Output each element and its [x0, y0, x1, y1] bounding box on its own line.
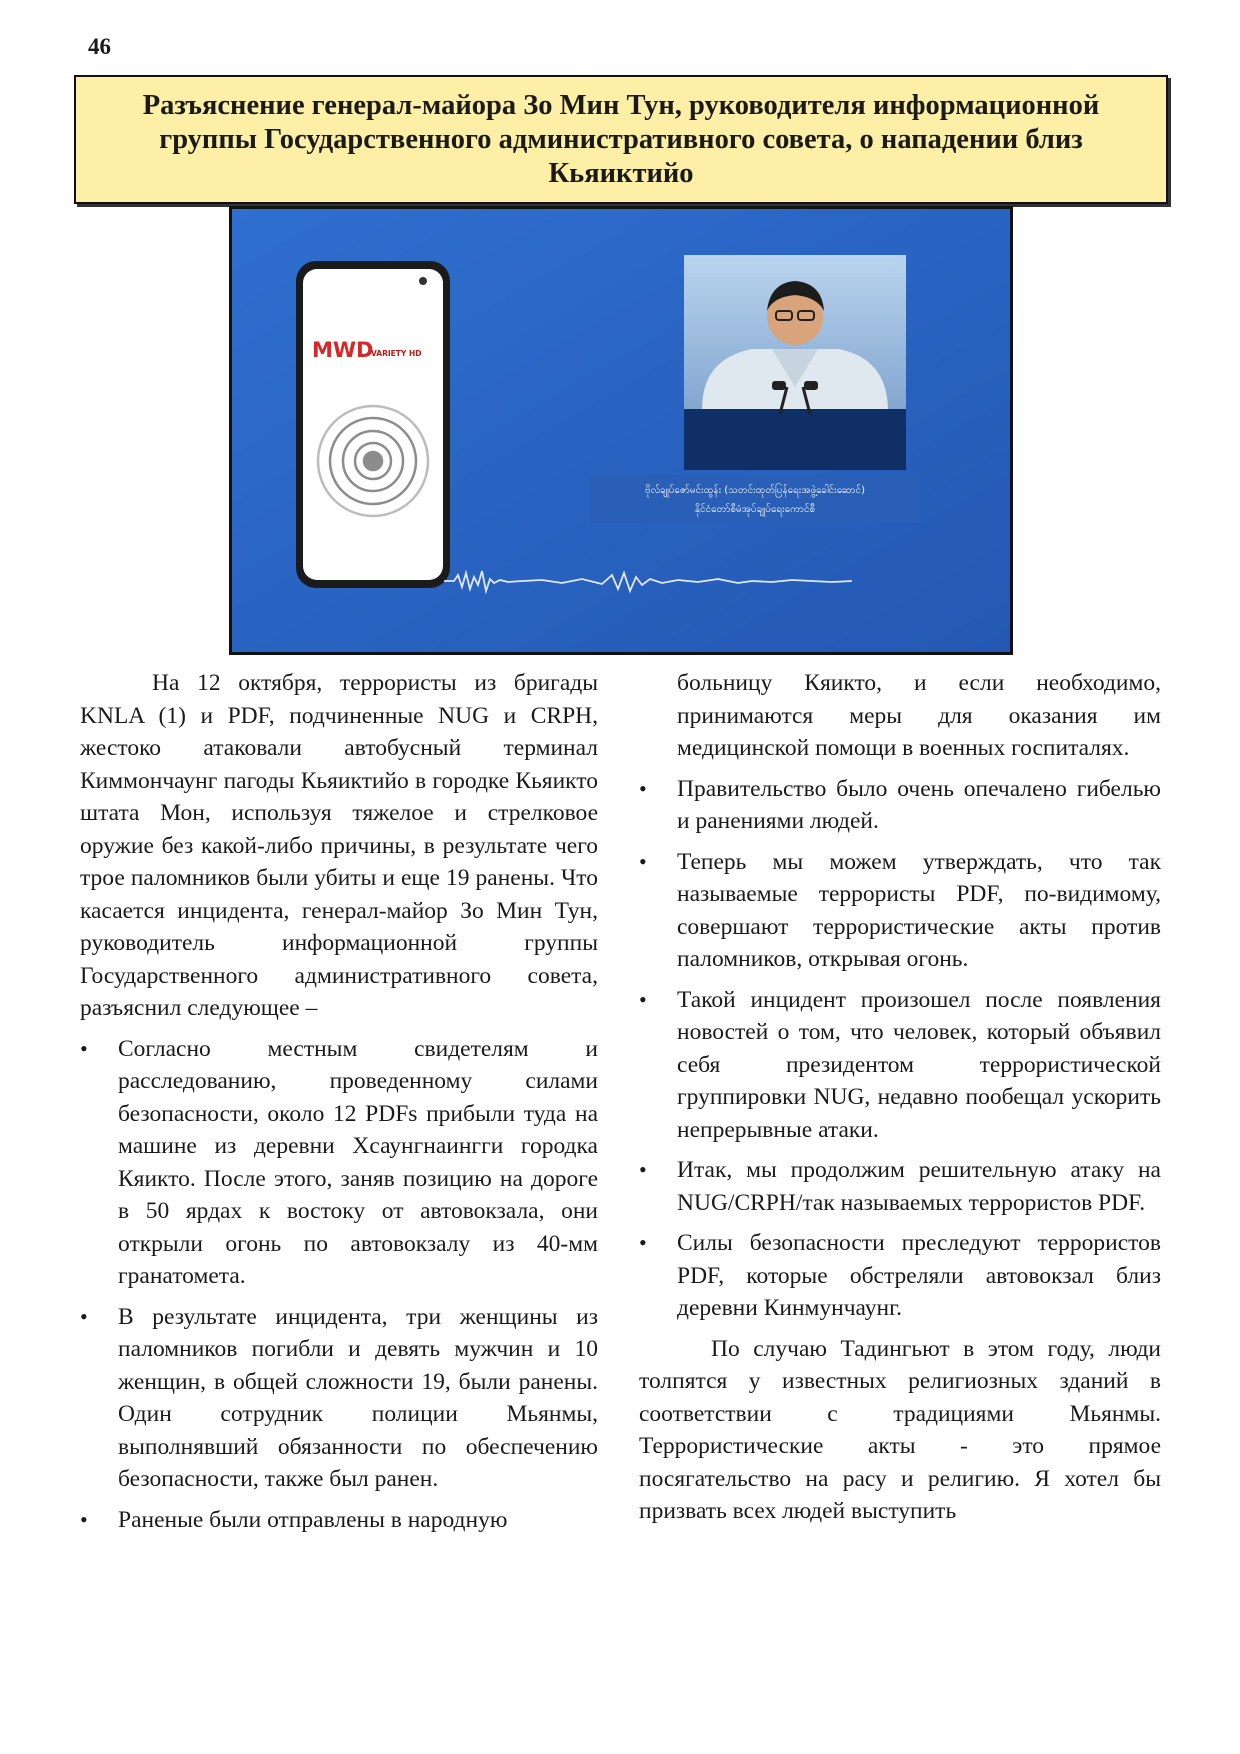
list-item-text: Правительство было очень опечалено гибелью и ранениями людей.	[677, 775, 1161, 834]
list-item	[639, 984, 1161, 1147]
photo-caption	[590, 475, 920, 523]
bullet-icon: •	[80, 1303, 88, 1329]
channel-logo	[310, 338, 438, 362]
list-item-text: Согласно местным свидетелям и расследованию, проведенному силами безопасности, около 12 PDFs прибыли туда на машине из деревни Хсаунгнаингги городка Кяикто. После этого, заняв позицию на дороге в 50 ярдах к востоку от автовокзала, они открыли огонь по автовокзалу из 40-мм гранатомета.	[118, 1035, 598, 1289]
bullet-icon: •	[639, 1230, 647, 1255]
list-item-text: Такой инцидент произошел после появления новостей о том, что человек, который объявил себя президентом террористической группировки NUG, недавно пообещал ускорить непрерывные атаки.	[677, 986, 1161, 1143]
left-bullet-list	[80, 1033, 598, 1537]
list-item-text: Теперь мы можем утверждать, что так называемые террористы PDF, по-видимому, совершают террористические акты против паломников, открывая огонь.	[677, 848, 1161, 972]
bullet-icon: •	[639, 986, 647, 1012]
list-item	[639, 846, 1161, 976]
intro-paragraph: На 12 октября, террористы из бригады KNLA (1) и PDF, подчиненные NUG и CRPH, жестоко атаковали автобусный терминал Киммончаунг пагоды Кьяиктийо в городке Кьяикто штата Мон, используя тяжелое и стрелковое оружие без какой-либо причины, в результате чего трое паломников были убиты и еще 19 ранены. Что касается инцидента, генерал-майор Зо Мин Тун, руководитель информационной группы Государственного административного совета, разъяснил следующее –	[80, 670, 598, 1021]
list-item	[80, 1301, 598, 1496]
left-column	[80, 667, 598, 1536]
right-bullet-list	[639, 773, 1161, 1325]
headline-box	[74, 75, 1168, 204]
right-column	[639, 667, 1161, 1528]
news-image	[229, 206, 1013, 655]
list-item	[80, 1033, 598, 1293]
list-item-text: Итак, мы продолжим решительную атаку на NUG/CRPH/так называемых террористов PDF.	[677, 1157, 1161, 1216]
caption-line-2: နိုင်ငံတော်စီမံအုပ်ချုပ်ရေးကောင်စီ	[694, 504, 816, 515]
bullet-icon: •	[639, 1157, 647, 1182]
list-item	[80, 1504, 598, 1537]
bullet-icon: •	[639, 775, 647, 801]
list-item	[639, 1154, 1161, 1219]
phone-icon	[296, 261, 450, 588]
list-item-text: Силы безопасности преследуют террористов PDF, которые обстреляли автовокзал близ деревни Кинмунчаунг.	[677, 1230, 1161, 1321]
logo-suffix: VARIETY HD	[371, 349, 422, 358]
list-item-text: Раненые были отправлены в народную	[118, 1506, 508, 1533]
continued-bullet-text: больницу Кяикто, и если необходимо, принимаются меры для оказания им медицинской помощи в военных госпиталях.	[677, 670, 1161, 761]
list-item-text: В результате инцидента, три женщины из паломников погибли и девять мужчин и 10 женщин, в общей сложности 19, были ранены. Один сотрудник полиции Мьянмы, выполнявший обязанности по обеспечению безопасности, также был ранен.	[118, 1303, 598, 1492]
page-title: Разъяснение генерал-майора Зо Мин Тун, руководителя информационной группы Государственного административного совета, о нападении близ Кьяиктийо	[142, 89, 1100, 189]
bullet-icon: •	[639, 848, 647, 874]
speaker-photo	[684, 255, 906, 470]
closing-paragraph: По случаю Тадингьют в этом году, люди толпятся у известных религиозных зданий в соответствии с традициями Мьянмы. Террористические акты - это прямое посягательство на расу и религию. Я хотел бы призвать всех людей выступить	[639, 1335, 1161, 1524]
list-item	[639, 1227, 1161, 1325]
logo-letters: MWD	[312, 338, 374, 362]
bullet-icon: •	[80, 1035, 88, 1061]
page-number: 46	[88, 34, 111, 59]
bullet-icon: •	[80, 1506, 88, 1532]
list-item	[639, 773, 1161, 838]
caption-line-1: ဗိုလ်ချုပ်ဇော်မင်းထွန်း (သတင်းထုတ်ပြန်ရေးအဖွဲ့ခေါင်းဆောင်)	[645, 485, 865, 496]
